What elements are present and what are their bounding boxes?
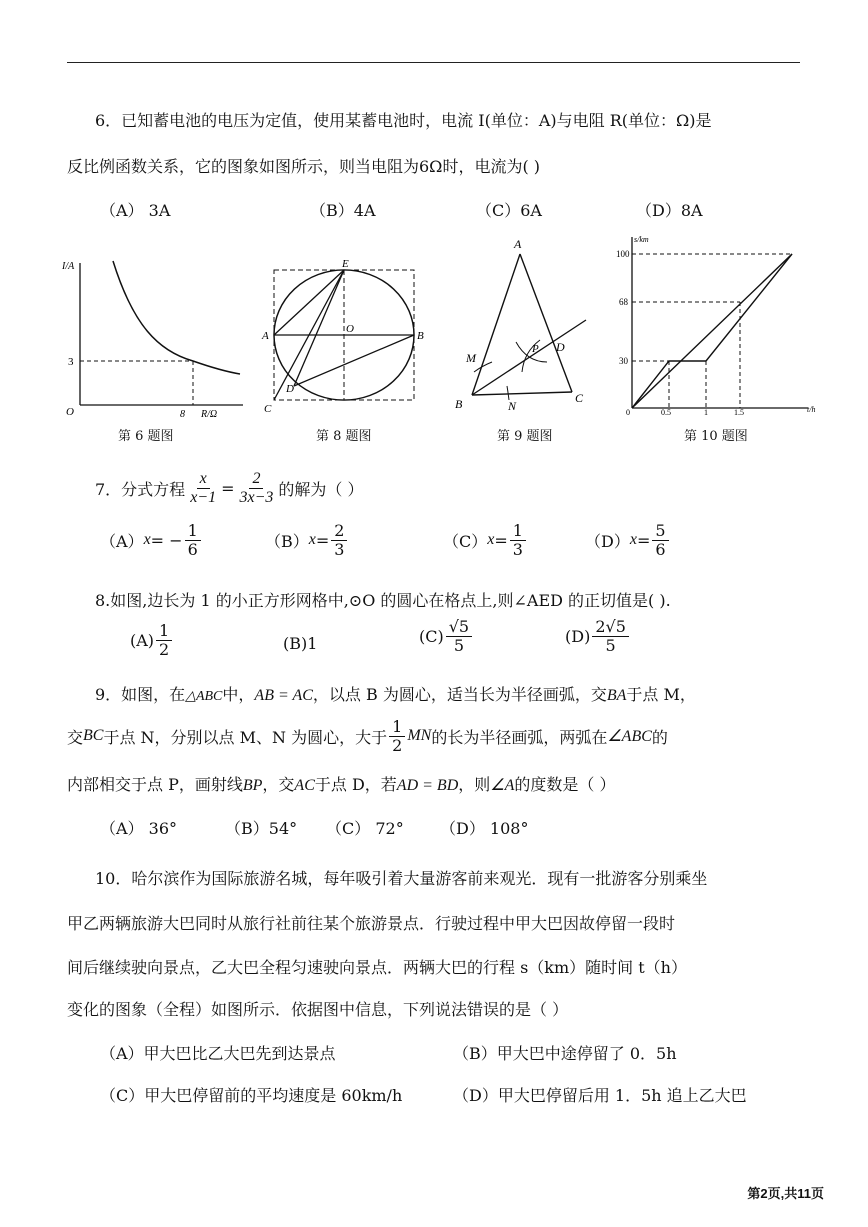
q8-option-d — [565, 618, 631, 654]
q7-d-den: 6 — [655, 539, 666, 559]
fig8-label-e: E — [342, 258, 349, 270]
q7-d-label: （D） — [585, 531, 630, 551]
fig9-label-a: A — [514, 237, 522, 251]
fig6-tick-3: 3 — [68, 356, 74, 368]
q10-option-d: （D）甲大巴停留后用 1．5h 追上乙大巴 — [453, 1086, 747, 1105]
q6-option-d: （D）8A — [636, 201, 703, 220]
q7-c-den: 3 — [512, 539, 523, 559]
fig10-x-label: t/h — [807, 405, 816, 414]
q7-b-label: （B） — [265, 531, 309, 551]
fig10-tick-30: 30 — [619, 356, 628, 366]
fig6-caption: 第 6 题图 — [118, 429, 174, 444]
q7-b-num: 2 — [331, 522, 347, 541]
q10-line3: 间后继续驶向景点，乙大巴全程匀速驶向景点．两辆大巴的行程 s（km）随时间 t（h） — [67, 958, 687, 977]
q7-rhs-den: 3x−3 — [239, 488, 274, 506]
q7-option-a — [100, 522, 203, 558]
page-number: 第2页,共11页 — [747, 1186, 824, 1201]
q7-option-b — [265, 522, 349, 558]
q10-line1: 10．哈尔滨作为国际旅游名城，每年吸引着大量游客前来观光．现有一批游客分别乘坐 — [95, 869, 708, 888]
q7-a-den: 6 — [187, 539, 198, 559]
q7-a-num: 1 — [185, 522, 201, 541]
q9-option-c: （C） 72° — [326, 819, 404, 838]
fig6-y-label: I/A — [62, 261, 75, 272]
q10-option-b: （B）甲大巴中途停留了 0．5h — [453, 1044, 677, 1063]
q7-b-den: 3 — [334, 539, 345, 559]
q8-c-label: (C) — [419, 626, 444, 646]
q7-rhs-fraction — [237, 470, 277, 506]
fig9-label-c: C — [575, 391, 584, 405]
q7-c-var: x — [487, 531, 495, 549]
q7-prefix: 7．分式方程 — [95, 479, 186, 499]
fig6-origin: O — [66, 406, 74, 418]
q7-option-c — [443, 522, 528, 558]
q7-a-eq: = − — [150, 530, 183, 550]
q6-option-c: （C）6A — [476, 201, 542, 220]
q7-lhs-den: x−1 — [190, 488, 217, 506]
q10-option-c: （C）甲大巴停留前的平均速度是 60km/h — [100, 1086, 403, 1105]
q6-line1: 6．已知蓄电池的电压为定值，使用某蓄电池时，电流 I(单位：A)与电阻 R(单位：Ω)是 — [95, 111, 712, 130]
q10-line2: 甲乙两辆旅游大巴同时从旅行社前往某个旅游景点．行驶过程中甲大巴因故停留一段时 — [67, 914, 676, 933]
q6-option-b: （B）4A — [310, 201, 376, 220]
q8-d-label: (D) — [565, 626, 591, 646]
fig9-label-m: M — [466, 351, 476, 365]
fig8-label-b: B — [417, 330, 424, 342]
q9-line3: 内部相交于点 P，画射线BP，交AC于点 D，若AD = BD，则∠A的度数是（ ） — [67, 775, 616, 794]
q9-option-b: （B）54° — [225, 819, 298, 838]
fig9-label-n: N — [508, 399, 517, 413]
fig8-label-o: O — [346, 323, 354, 335]
q8-option-b: (B)1 — [283, 634, 318, 653]
figure-10 — [612, 232, 822, 417]
q7-d-eq: = — [636, 530, 651, 550]
fig10-tick-1-5: 1.5 — [734, 408, 744, 417]
fig8-label-c: C — [264, 403, 272, 415]
top-rule — [67, 62, 800, 64]
q8-stem: 8.如图,边长为 1 的小正方形网格中,⊙O 的圆心在格点上,则∠AED 的正切值是( ). — [95, 591, 671, 610]
q8-a-label: (A) — [130, 630, 155, 650]
q8-d-den: 5 — [605, 635, 616, 655]
q8-option-c — [419, 618, 474, 654]
q7-eq: = — [221, 478, 235, 498]
q8-c-num: √5 — [446, 618, 472, 637]
fig10-tick-100: 100 — [616, 249, 630, 259]
fig8-label-d: D — [286, 383, 294, 395]
q7-stem — [95, 470, 364, 506]
fig10-caption: 第 10 题图 — [684, 429, 748, 444]
q7-d-var: x — [629, 531, 637, 549]
q7-d-num: 5 — [652, 522, 668, 541]
fig10-tick-1: 1 — [704, 408, 708, 417]
q7-c-eq: = — [494, 530, 508, 550]
q6-option-a: （A） 3A — [100, 201, 171, 220]
fig10-tick-68: 68 — [619, 297, 628, 307]
fig9-label-d: D — [556, 340, 565, 354]
q7-a-label: （A） — [100, 531, 144, 551]
figure-9 — [452, 232, 597, 417]
figure-8 — [258, 258, 433, 418]
q7-suffix: 的解为（ ） — [278, 479, 364, 499]
q10-option-a: （A）甲大巴比乙大巴先到达景点 — [100, 1044, 336, 1063]
fig6-x-label-8: 8 — [180, 409, 185, 420]
q9-line1: 9．如图，在△ABC中，AB = AC，以点 B 为圆心，适当长为半径画弧，交BA于点 M， — [95, 685, 696, 704]
q7-lhs-num: x — [197, 470, 210, 489]
figure-6 — [58, 255, 248, 420]
q7-c-label: （C） — [443, 531, 488, 551]
q8-a-den: 2 — [159, 639, 170, 659]
fig9-label-p: P — [532, 343, 539, 355]
q7-option-d — [585, 522, 671, 558]
fig8-caption: 第 8 题图 — [316, 429, 372, 444]
q7-b-eq: = — [315, 530, 330, 550]
q9-option-d: （D） 108° — [440, 819, 529, 838]
q7-rhs-num: 2 — [249, 470, 263, 489]
q7-lhs-fraction — [187, 470, 219, 506]
fig6-x-label: R/Ω — [201, 409, 218, 420]
fig10-origin: 0 — [626, 408, 630, 417]
fig10-tick-0-5: 0.5 — [661, 408, 671, 417]
q8-d-num: 2√5 — [592, 618, 629, 637]
q7-c-num: 1 — [510, 522, 526, 541]
q7-a-var: x — [143, 531, 151, 549]
q7-b-var: x — [308, 531, 316, 549]
q10-line4: 变化的图象（全程）如图所示．依据图中信息，下列说法错误的是（ ） — [67, 1000, 569, 1019]
q8-a-num: 1 — [156, 622, 172, 641]
q9-line2: 交 BC 于点 N，分别以点 M、N 为圆心，大于 $\frac{1}{2}$ MN 的长为半径画弧，两弧在 ∠ABC 的 — [67, 717, 668, 755]
q8-c-den: 5 — [453, 635, 465, 655]
fig8-label-a: A — [262, 330, 269, 342]
fig9-label-b: B — [455, 397, 463, 411]
q8-option-a — [130, 622, 174, 658]
q9-option-a: （A） 36° — [100, 819, 178, 838]
fig9-caption: 第 9 题图 — [497, 429, 553, 444]
fig10-y-label: s/km — [634, 235, 649, 244]
q6-line2: 反比例函数关系，它的图象如图所示，则当电阻为6Ω时，电流为( ) — [67, 157, 541, 176]
